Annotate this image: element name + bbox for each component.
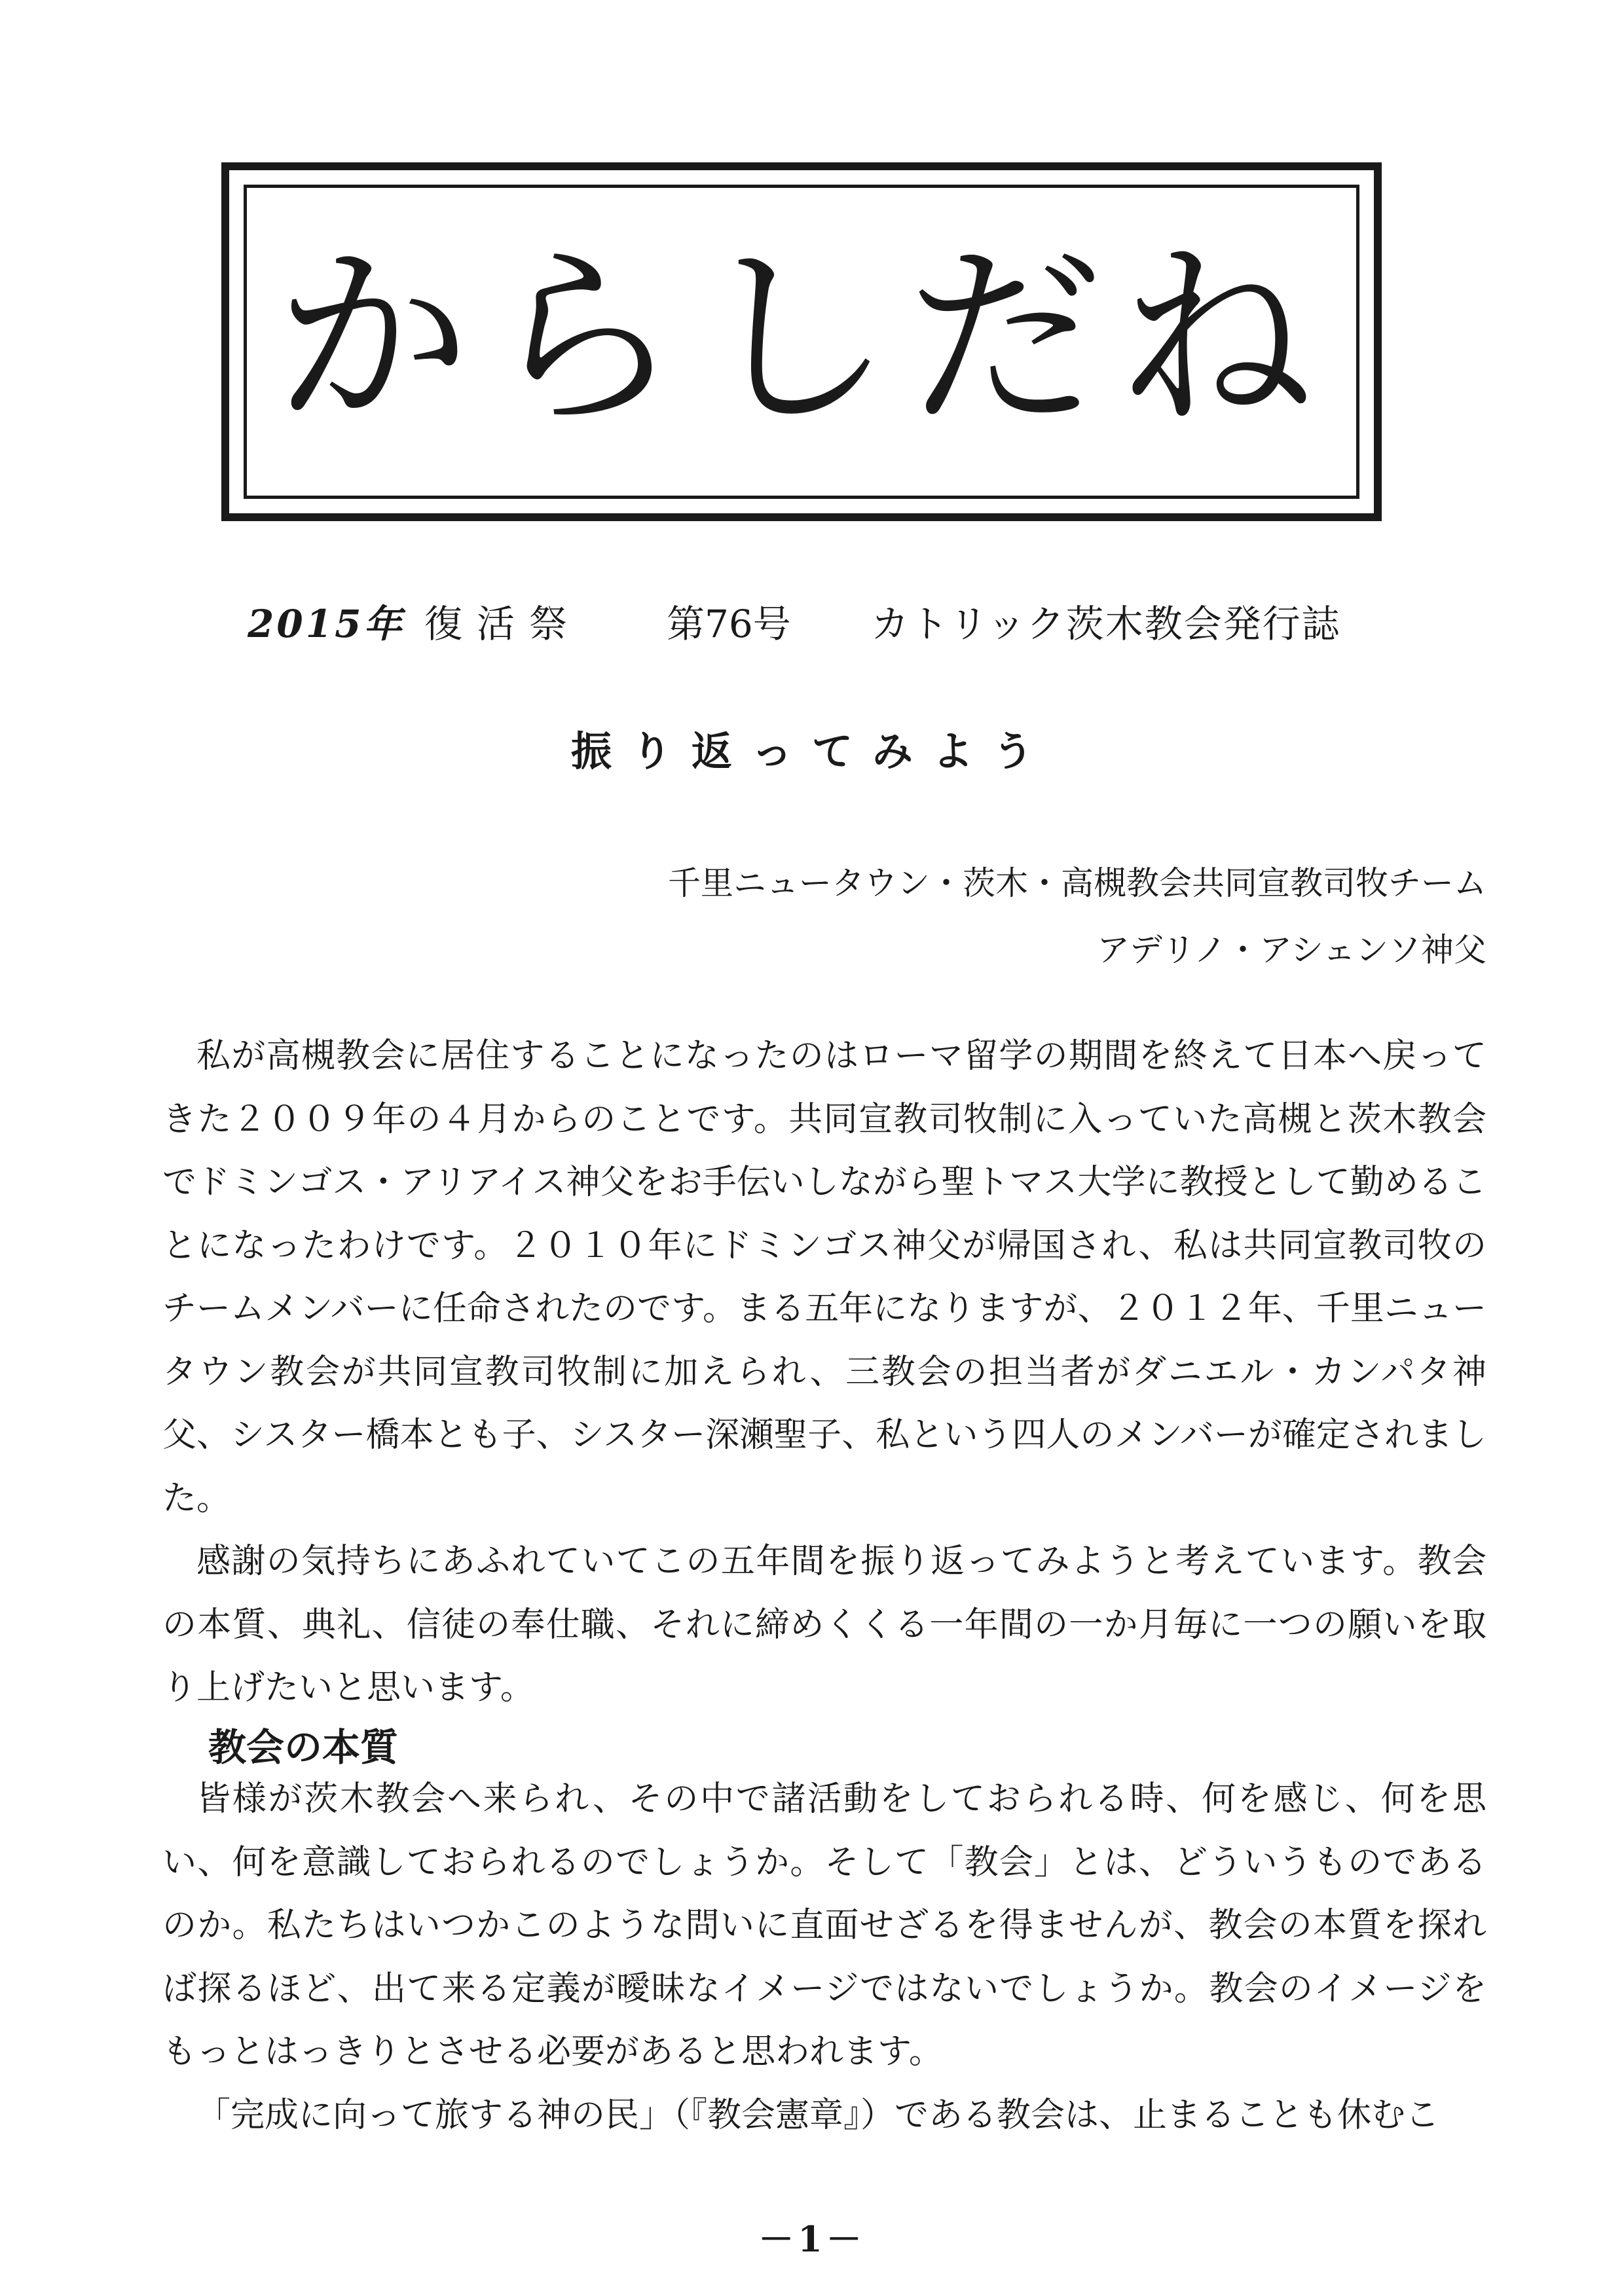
page-number: －1－ [758,2218,866,2260]
issue-year: 2015年 [248,602,405,646]
section-heading: 教会の本質 [208,1725,399,1770]
masthead-inner-frame [244,185,1359,499]
paragraph: 「完成に向って旅する神の民」（『教会憲章』）である教会は、止まることも休むこ [196,2095,1440,2135]
issue-info-line [248,594,1361,653]
intro-text [162,1025,1486,1720]
article-title: 振り返ってみよう [570,727,1053,775]
paragraph: 私が高槻教会に居住することになったのはローマ留学の期間を終えて日本へ戻ってきた２００９年の４月からのことです。共同宣教司牧制に入っていた高槻と茨木教会でドミンゴス・アリアイス神父をお手伝いしながら聖トマス大学に教授として勤めることになったわけです。２０１０年にドミンゴス神父が帰国され、私は共同宣教司牧のチームメンバーに任命されたのです。まる五年になりますが、２０１２年、千里ニュータウン教会が共同宣教司牧制に加えられ、三教会の担当者がダニエル・カンパタ神父、シスター橋本とも子、シスター深瀬聖子、私という四人のメンバーが確定されました。 [162,1036,1486,1518]
paragraph: 感謝の気持ちにあふれていてこの五年間を振り返ってみようと考えています。教会の本質、典礼、信徒の奉仕職、それに締めくくる一年間の一か月毎に一つの願いを取り上げたいと思います。 [162,1542,1486,1707]
newsletter-title: からしだね [274,224,1329,452]
author-team: 千里ニュータウン・茨木・高槻教会共同宣教司牧チーム [668,864,1486,902]
issue-season: 復活祭 [424,602,582,646]
paragraph: 皆様が茨木教会へ来られ、その中で諸活動をしておられる時、何を感じ、何を思い、何を意識しておられるのでしょうか。そして「教会」とは、どういうものであるのか。私たちはいつかこのような問いに直面せざるを得ませんが、教会の本質を探れば探るほど、出て来る定義が曖昧なイメージではないでしょうか。教会のイメージをもっとはっきりとさせる必要があると思われます。 [162,1779,1486,2071]
issue-publisher: カトリック茨木教会発行誌 [871,602,1341,646]
masthead-frame [221,162,1382,521]
author-block [668,850,1486,983]
issue-number: 第76号 [667,602,791,646]
author-name: アデリノ・アシェンソ神父 [1097,931,1486,969]
section-text [162,1768,1486,2147]
